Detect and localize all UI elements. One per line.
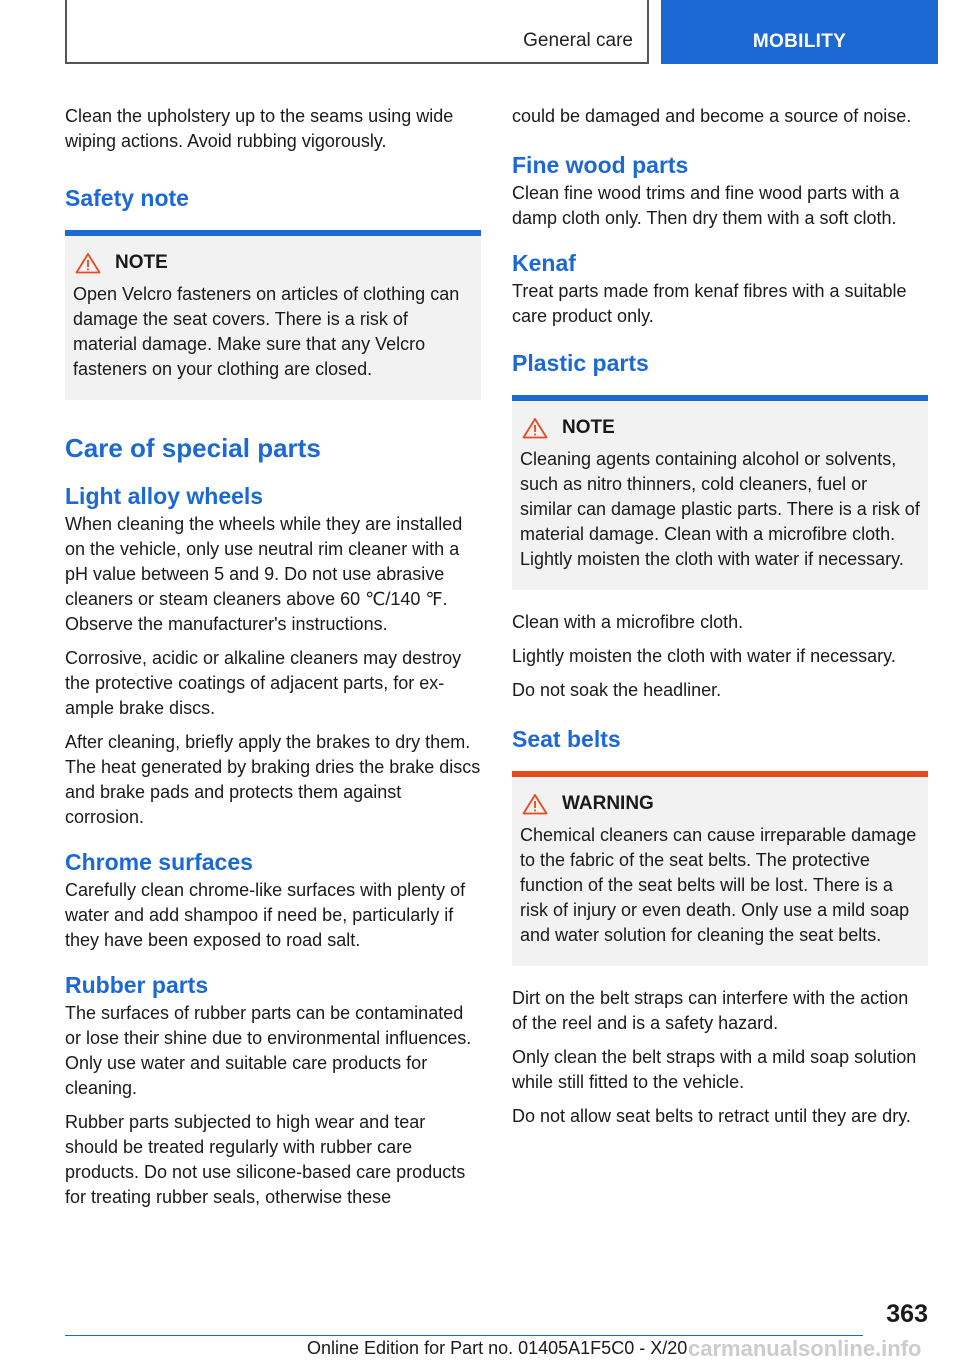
note-box-plastic — [512, 395, 928, 590]
plastic-paragraph-1: Clean with a microfibre cloth. — [512, 612, 744, 632]
belts-paragraph-3: Do not allow seat belts to retract until they are dry. — [512, 1106, 911, 1126]
intro-paragraph: Clean the upholstery up to the seams using wide wiping actions. Avoid rubbing vigorously. — [65, 106, 454, 151]
belts-paragraph-2: Only clean the belt straps with a mild soap solution while still fitted to the vehicle. — [512, 1047, 917, 1092]
warning-triangle-icon — [75, 252, 101, 274]
note-label: NOTE — [562, 417, 615, 438]
note-text: Cleaning agents containing alcohol or solvents, such as nitro thinners, cold cleaners, fuel or similar can damage plastic parts. There is a risk of material damage. Clean with a microfibre cloth. Lightly moisten the cloth with water if necessary. — [520, 449, 920, 569]
belts-paragraph-1: Dirt on the belt straps can interfere with the action of the reel and is a safety hazard. — [512, 988, 909, 1033]
chrome-surfaces-heading: Chrome surfaces — [65, 849, 253, 875]
warning-box-seat-belts — [512, 771, 928, 966]
plastic-paragraph-3: Do not soak the headliner. — [512, 680, 722, 700]
header-section-title: General care — [523, 30, 633, 51]
header-box — [65, 0, 649, 64]
page-number: 363 — [886, 1300, 928, 1328]
rubber-paragraph-1: The surfaces of rubber parts can be contaminated or lose their shine due to environmental influences. Only use water and suitable care products for cleaning. — [65, 1003, 472, 1098]
wood-paragraph-1: Clean fine wood trims and fine wood parts with a damp cloth only. Then dry them with a soft cloth. — [512, 183, 900, 228]
note-label: NOTE — [115, 252, 168, 273]
warning-text: Chemical cleaners can cause irreparable damage to the fabric of the seat belts. The protective function of the seat belts will be lost. There is a risk of injury or even death. Only use a mild soap and water solution for cleaning the seat belts. — [520, 825, 917, 945]
warning-label: WARNING — [562, 793, 654, 814]
plastic-parts-heading: Plastic parts — [512, 350, 649, 376]
left-column — [65, 104, 481, 1219]
alloy-paragraph-3: After cleaning, briefly apply the brakes to dry them. The heat generated by braking dries the brake discs and brake pads and protects them against corrosion. — [65, 732, 481, 827]
seat-belts-heading: Seat belts — [512, 726, 621, 752]
safety-note-heading: Safety note — [65, 185, 189, 211]
continued-paragraph: could be damaged and become a source of noise. — [512, 106, 912, 126]
note-text: Open Velcro fasteners on articles of clothing can damage the seat covers. There is a risk of material damage. Make sure that any Velcro fasteners on your clothing are closed. — [73, 284, 460, 379]
footer-edition-text: Online Edition for Part no. 01405A1F5C0 - X/20 — [307, 1338, 688, 1358]
fine-wood-parts-heading: Fine wood parts — [512, 152, 689, 178]
kenaf-paragraph-1: Treat parts made from kenaf fibres with a suitable care product only. — [512, 281, 907, 326]
chrome-paragraph-1: Carefully clean chrome-like surfaces with plenty of water and add shampoo if need be, particularly if they have been exposed to road salt. — [65, 880, 466, 950]
header-chapter-label: MOBILITY — [752, 31, 847, 52]
alloy-paragraph-2: Corrosive, acidic or alkaline cleaners may destroy the protective coatings of adjacent parts, for example brake discs. — [65, 648, 462, 718]
light-alloy-wheels-heading: Light alloy wheels — [65, 483, 264, 509]
rubber-parts-heading: Rubber parts — [65, 972, 209, 998]
plastic-paragraph-2: Lightly moisten the cloth with water if necessary. — [512, 646, 896, 666]
warning-header — [520, 793, 920, 815]
care-special-parts-heading: Care of special parts — [65, 433, 321, 463]
watermark: carmanualsonline.info — [688, 1336, 922, 1361]
kenaf-heading: Kenaf — [512, 250, 576, 276]
right-column — [512, 104, 928, 1138]
alloy-paragraph-1: When cleaning the wheels while they are installed on the vehicle, only use neutral rim cleaner with a pH value between 5 and 9. Do not use abrasive cleaners or steam cleaners above 60 ℃/140 ℉. Observe the manufacturer's instructions. — [65, 514, 463, 634]
header-chapter-tab — [661, 0, 938, 64]
warning-triangle-icon — [522, 793, 548, 815]
note-header — [520, 417, 920, 439]
note-box-velcro — [65, 230, 481, 400]
rubber-paragraph-2: Rubber parts subjected to high wear and tear should be treated regularly with rubber care products. Do not use silicone-based care products for treating rubber seals, otherwise these — [65, 1112, 466, 1207]
note-header — [73, 252, 473, 274]
warning-triangle-icon — [522, 417, 548, 439]
